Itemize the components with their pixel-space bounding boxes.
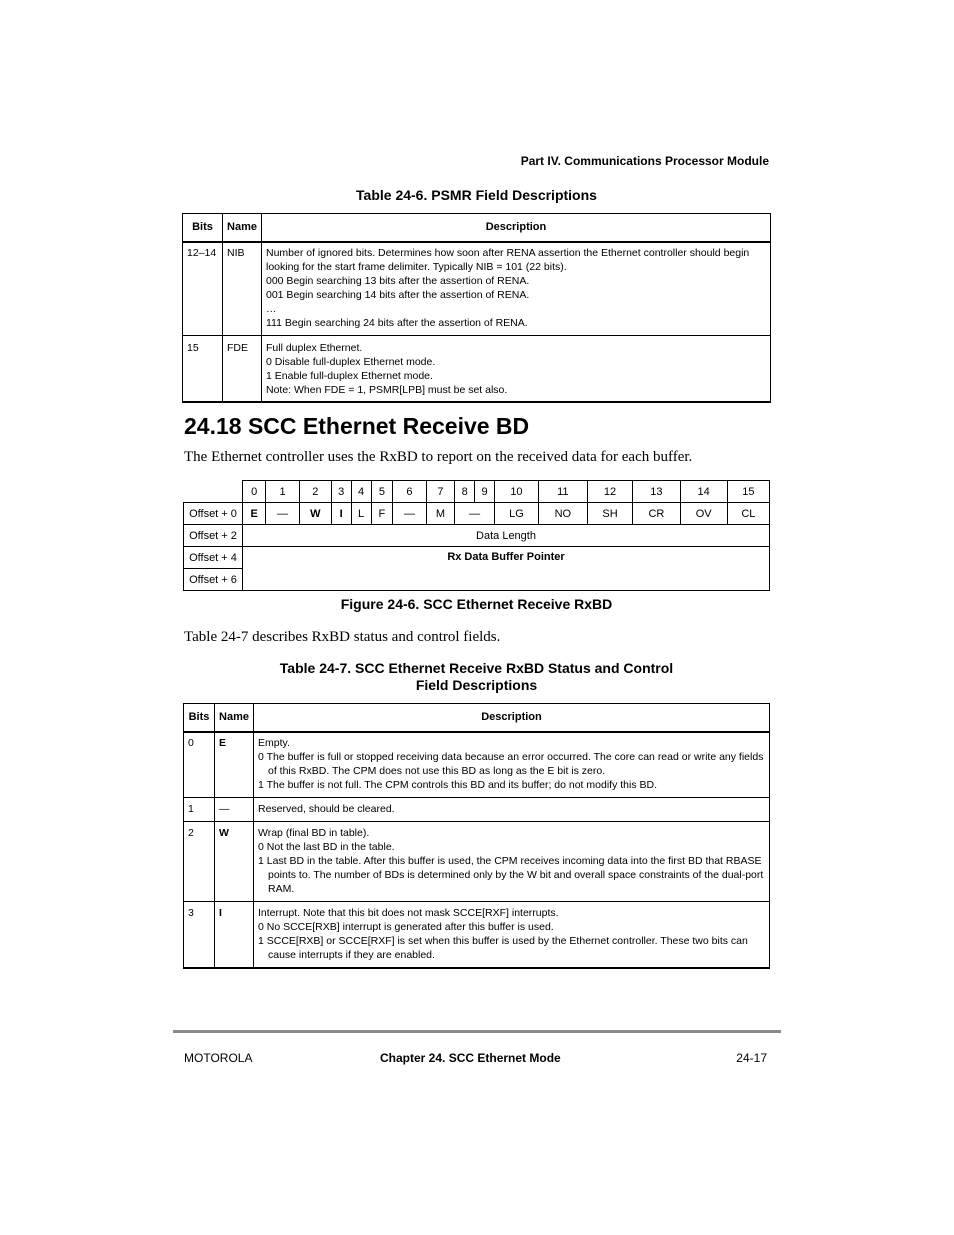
table-row: [183, 335, 771, 402]
description-line: 0 The buffer is full or stopped receiving data because an error occurred. The core can read or write any fields of this RxBD. The CPM does not use this BD as long as the E bit is zero.: [258, 750, 764, 777]
name-cell: I: [215, 901, 254, 968]
description-line: 0 No SCCE[RXB] interrupt is generated after this buffer is used.: [258, 920, 554, 933]
field-cl: CL: [727, 503, 769, 525]
description-line: 1 SCCE[RXB] or SCCE[RXF] is set when this buffer is used by the Ethernet controller. These two bits can cause interrupts if they are enabled.: [258, 934, 748, 961]
description-line: Wrap (final BD in table).: [258, 826, 370, 839]
column-header-name: Name: [223, 214, 262, 242]
column-header-description: Description: [254, 704, 770, 732]
footer-left: MOTOROLA: [184, 1051, 253, 1065]
table-row: [184, 901, 770, 968]
field-no: NO: [538, 503, 587, 525]
bits-cell: 2: [184, 821, 215, 901]
table-24-7-caption: [182, 660, 771, 694]
field-data-length: Data Length: [243, 525, 770, 547]
column-header-bits: Bits: [184, 704, 215, 732]
bit-number: 11: [538, 481, 587, 503]
description-line: Note: When FDE = 1, PSMR[LPB] must be set also.: [266, 383, 508, 396]
bits-cell: 3: [184, 901, 215, 968]
description-line: 1 Last BD in the table. After this buffer is used, the CPM receives incoming data into the first BD that RBASE points to. The number of BDs is determined only by the W bit and overall space constraints of the dual-port RAM.: [258, 854, 764, 895]
name-cell: —: [215, 797, 254, 821]
table-row: [184, 732, 770, 798]
name-cell: W: [215, 821, 254, 901]
bits-cell: 15: [183, 335, 223, 402]
bit-number: 15: [727, 481, 769, 503]
bit-number: 3: [331, 481, 351, 503]
description-cell: [254, 901, 770, 968]
field-w: W: [299, 503, 331, 525]
bits-cell: 1: [184, 797, 215, 821]
description-line: 0 Not the last BD in the table.: [258, 840, 395, 853]
offset-label: Offset + 4: [184, 547, 243, 569]
bit-number: 2: [299, 481, 331, 503]
description-line: 001 Begin searching 14 bits after the assertion of RENA.: [266, 288, 530, 301]
field-rx-data-buffer-pointer: Rx Data Buffer Pointer: [243, 547, 770, 591]
description-line: Empty.: [258, 736, 290, 749]
description-line: 0 Disable full-duplex Ethernet mode.: [266, 355, 436, 368]
bit-number: 13: [633, 481, 680, 503]
description-cell: [254, 821, 770, 901]
bit-number: 12: [587, 481, 633, 503]
bit-number: 1: [266, 481, 300, 503]
offset-label: Offset + 0: [184, 503, 243, 525]
footer-page-number: 24-17: [736, 1051, 767, 1065]
description-cell: [262, 242, 771, 336]
figure-24-6-caption: Figure 24-6. SCC Ethernet Receive RxBD: [340, 596, 613, 612]
description-line: 000 Begin searching 13 bits after the assertion of RENA.: [266, 274, 530, 287]
table-row: [184, 797, 770, 821]
name-cell: E: [215, 732, 254, 798]
bit-number: 5: [371, 481, 393, 503]
description-line: …: [266, 302, 277, 315]
offset-label: Offset + 6: [184, 569, 243, 591]
table-row: [184, 821, 770, 901]
description-cell: [254, 732, 770, 798]
field-cr: CR: [633, 503, 680, 525]
field-f: F: [371, 503, 393, 525]
description-line: 1 Enable full-duplex Ethernet mode.: [266, 369, 433, 382]
description-cell: [262, 335, 771, 402]
table-row: [183, 242, 771, 336]
name-cell: FDE: [223, 335, 262, 402]
bit-number: 10: [495, 481, 539, 503]
description-line: Reserved, should be cleared.: [258, 802, 395, 815]
column-header-description: Description: [262, 214, 771, 242]
bit-number: 4: [351, 481, 371, 503]
description-line: 111 Begin searching 24 bits after the assertion of RENA.: [266, 316, 528, 329]
figure-corner: [184, 481, 243, 503]
rxbd-register-figure: [183, 480, 770, 591]
description-cell: [254, 797, 770, 821]
field-sh: SH: [587, 503, 633, 525]
footer-rule: [173, 1030, 781, 1033]
field-i: I: [331, 503, 351, 525]
field-e: E: [243, 503, 266, 525]
bit-number: 8: [455, 481, 475, 503]
column-header-bits: Bits: [183, 214, 223, 242]
table-24-6-caption: Table 24-6. PSMR Field Descriptions: [356, 187, 597, 203]
field-ov: OV: [680, 503, 727, 525]
field-reserved: —: [455, 503, 495, 525]
running-header: Part IV. Communications Processor Module: [520, 154, 769, 168]
psmr-field-table: [182, 213, 771, 403]
caption-line: Table 24-7. SCC Ethernet Receive RxBD Status and Control: [279, 660, 674, 676]
name-cell: NIB: [223, 242, 262, 336]
section-intro-paragraph: The Ethernet controller uses the RxBD to report on the received data for each buffer.: [184, 449, 693, 465]
field-reserved: —: [266, 503, 300, 525]
bit-number: 0: [243, 481, 266, 503]
bit-number: 9: [475, 481, 495, 503]
field-l: L: [351, 503, 371, 525]
bit-number: 7: [426, 481, 454, 503]
description-line: 1 The buffer is not full. The CPM controls this BD and its buffer; do not modify this BD.: [258, 778, 657, 791]
bit-number: 14: [680, 481, 727, 503]
field-lg: LG: [495, 503, 539, 525]
description-line: Interrupt. Note that this bit does not mask SCCE[RXF] interrupts.: [258, 906, 559, 919]
section-heading: 24.18 SCC Ethernet Receive BD: [184, 413, 530, 439]
bits-cell: 0: [184, 732, 215, 798]
field-reserved: —: [393, 503, 427, 525]
description-line: Full duplex Ethernet.: [266, 341, 363, 354]
description-line: Number of ignored bits. Determines how soon after RENA assertion the Ethernet controller should begin looking for the start frame delimiter. Typically NIB = 101 (22 bits).: [266, 246, 750, 273]
footer-chapter: Chapter 24. SCC Ethernet Mode: [380, 1051, 561, 1065]
offset-label: Offset + 2: [184, 525, 243, 547]
caption-line: Field Descriptions: [415, 677, 538, 693]
table-reference-paragraph: Table 24-7 describes RxBD status and control fields.: [184, 629, 501, 645]
bits-cell: 12–14: [183, 242, 223, 336]
bit-number: 6: [393, 481, 427, 503]
rxbd-status-table: [183, 703, 770, 969]
column-header-name: Name: [215, 704, 254, 732]
field-m: M: [426, 503, 454, 525]
